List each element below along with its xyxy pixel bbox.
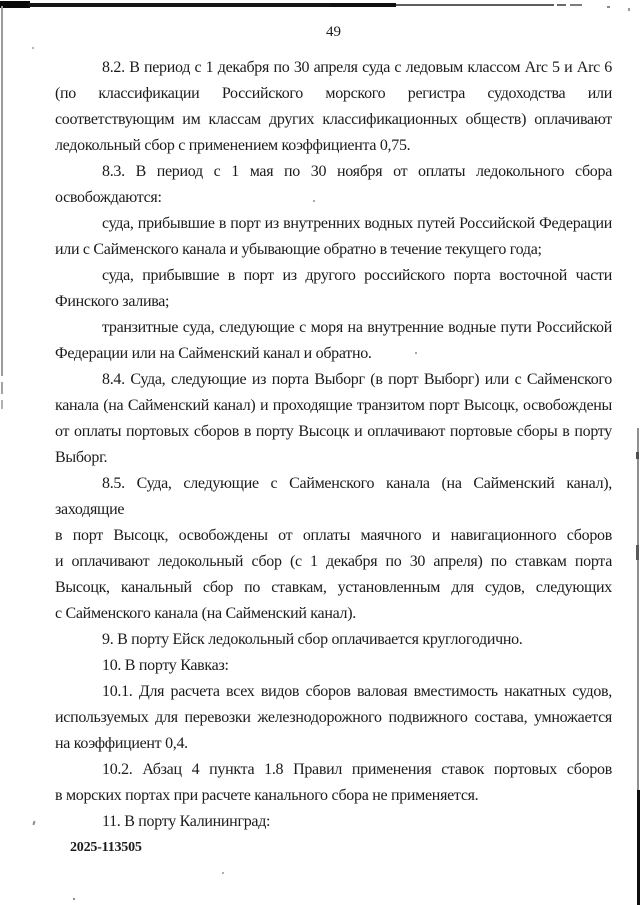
scan-artifact-top-edge	[570, 4, 582, 6]
paragraph	[55, 653, 612, 679]
text-line: ледокольный сбор с применением коэффициента 0,75.	[55, 137, 411, 154]
page-number: 49	[326, 24, 341, 40]
text-line: с Сайменского канала (на Сайменский канал).	[55, 605, 356, 622]
scan-artifact-top-edge	[0, 1, 30, 8]
scan-artifact-top-edge	[607, 6, 610, 8]
scan-speck	[73, 898, 75, 900]
paragraph	[55, 263, 612, 315]
text-line: Выборг.	[55, 449, 108, 466]
text-line: суда, прибывшие в порт из другого российского порта восточной части	[102, 267, 612, 284]
text-line: 10.1. Для расчета всех видов сборов валовая вместимость накатных судов,	[102, 683, 612, 700]
text-line: канала (на Сайменский канал) и проходящие транзитом порт Высоцк, освобождены	[55, 397, 612, 414]
text-line: в морских портах при расчете канального сбора не применяется.	[55, 787, 479, 804]
paragraph	[55, 367, 612, 471]
text-line: (по классификации Российского морского регистра судоходства или	[55, 85, 612, 102]
scan-artifact-top-edge	[28, 3, 330, 7]
text-line: 11. В порту Калининград:	[102, 813, 271, 830]
text-line: суда, прибывшие в порт из внутренних водных путей Российской Федерации	[102, 215, 612, 232]
paragraph	[55, 471, 612, 627]
text-line: на коэффициент 0,4.	[55, 735, 188, 752]
paragraph	[55, 55, 612, 159]
paragraph	[55, 809, 612, 835]
text-line: освобождаются:	[55, 189, 162, 206]
text-line: транзитные суда, следующие с моря на внутренние водные пути Российской	[102, 319, 612, 336]
paragraph	[55, 315, 612, 367]
scan-speck	[222, 872, 224, 874]
text-line: 8.3. В период с 1 мая по 30 ноября от оплаты ледокольного сбора	[102, 163, 612, 180]
text-line: 8.2. В период с 1 декабря по 30 апреля суда с ледовым классом Arc 5 и Arc 6	[102, 59, 612, 76]
text-line: и оплачивают ледокольный сбор (с 1 декабря по 30 апреля) по ставкам порта	[55, 553, 612, 570]
scan-speck	[32, 47, 34, 49]
text-line: Федерации или на Сайменский канал и обратно.	[55, 345, 372, 362]
text-line: от оплаты портовых сборов в порту Высоцк и оплачивают портовые сборы в порту	[55, 423, 612, 440]
text-line: соответствующим им классам других классификационных обществ) оплачивают	[55, 111, 612, 128]
text-line: используемых для перевозки железнодорожного подвижного состава, умножается	[55, 709, 612, 726]
scan-artifact-right-edge	[636, 545, 639, 560]
document-body	[55, 55, 612, 835]
scan-artifact-top-edge	[628, 8, 630, 11]
text-line: 8.4. Суда, следующие из порта Выборг (в порт Выборг) или с Сайменского	[102, 371, 612, 388]
scan-artifact-top-edge	[396, 4, 554, 6]
scan-artifact-right-edge	[637, 428, 639, 790]
scan-speck	[32, 821, 35, 825]
text-line: Финского залива;	[55, 293, 170, 310]
document-code: 2025-113505	[70, 840, 142, 855]
scan-artifact-left-edge	[1, 400, 3, 409]
paragraph	[55, 211, 612, 263]
text-line: 10. В порту Кавказ:	[102, 657, 229, 674]
paragraph	[55, 679, 612, 757]
scan-artifact-left-edge	[1, 6, 3, 376]
scan-artifact-right-edge	[636, 452, 639, 459]
text-line: или с Сайменского канала и убывающие обратно в течение текущего года;	[55, 241, 542, 258]
scan-artifact-top-edge	[557, 4, 566, 6]
paragraph	[55, 159, 612, 211]
text-line: Высоцк, канальный сбор по ставкам, установленным для судов, следующих	[55, 579, 612, 596]
text-line: в порт Высоцк, освобождены от оплаты маячного и навигационного сборов	[55, 527, 612, 544]
scan-artifact-top-edge	[330, 3, 396, 7]
scan-artifact-left-edge	[1, 382, 3, 394]
text-line: 9. В порту Ейск ледокольный сбор оплачивается круглогодично.	[102, 631, 523, 648]
text-line: 8.5. Суда, следующие с Сайменского канала (на Сайменский канал), заходящие	[55, 475, 612, 518]
text-line: 10.2. Абзац 4 пункта 1.8 Правил применения ставок портовых сборов	[102, 761, 612, 778]
paragraph	[55, 757, 612, 809]
paragraph	[55, 627, 612, 653]
